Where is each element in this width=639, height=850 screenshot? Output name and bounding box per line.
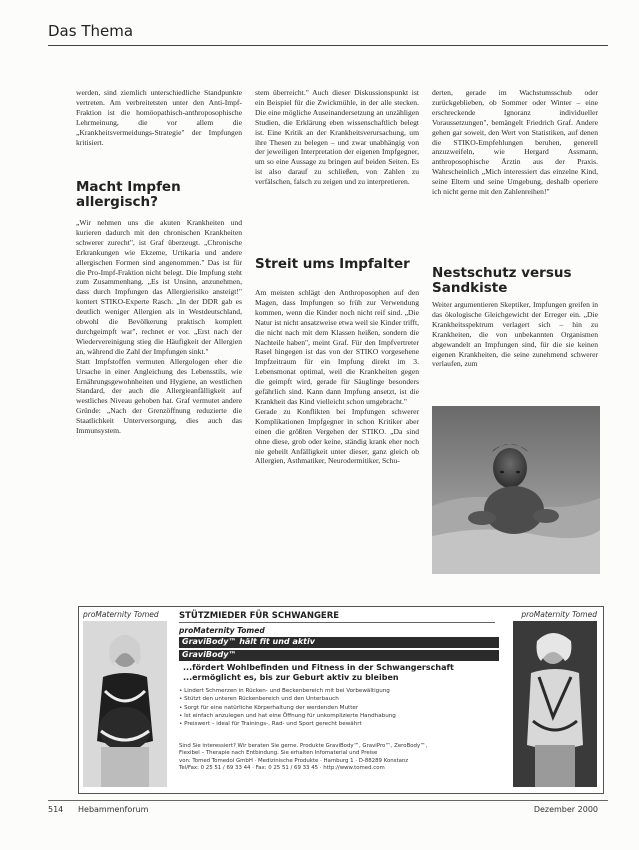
heading-nest-protection: Nestschutz versus Sandkiste: [432, 265, 572, 296]
ad-brand-name: proMaternity Tomed: [179, 626, 265, 635]
section-rubric: Das Thema: [48, 22, 134, 40]
ad-product-bar-1: GraviBody™ hält fit und aktiv: [179, 637, 499, 648]
ad-product-bar-2: GraviBody™: [179, 650, 499, 661]
page-number: 514: [48, 805, 64, 814]
advertisement-maternity-support: [78, 606, 604, 794]
ad-headline-rule: [179, 622, 495, 623]
ad-model-photo-left: [83, 621, 167, 787]
rubric-rule: [48, 45, 608, 46]
ad-contact-info: [179, 743, 501, 772]
ad-contact-line: Sind Sie interessiert? Wir beraten Sie gerne. Produkte GraviBody™, GraviPro™, ZeroBody™,: [179, 743, 428, 749]
journal-name: Hebammenforum: [78, 805, 149, 814]
column-3-body: Weiter argumentieren Skeptiker, Impfungen greifen in das ökologische Gleichgewicht der Erreger ein. „Die Krankheitsspektrum verlagert sich – hin zu Krankheiten, die von unbekannten Organismen abgewandelt an Impfungen sind, für die sie keinen eigenen Krankheiten, die seine zunehmend schwerer verlaufen, zum: [432, 300, 598, 369]
ad-benefit-item: • Lindert Schmerzen in Rücken- und Beckenbereich mit bei Vorbewältigung: [179, 687, 499, 695]
column-1-intro: werden, sind ziemlich unterschiedliche Standpunkte vertreten. Am verbreitetsten unter den Anti-Impf-Fraktion ist die homöopathisch-anthroposophische Lehrmeinung, die vor allem die „Krankheitsvermeidungs-Strategie" der Impfungen kritisiert.: [76, 88, 242, 147]
ad-benefit-list: [179, 687, 499, 728]
ad-brand-label-left: proMaternity Tomed: [83, 610, 159, 619]
column-1-body: „Wir nehmen uns die akuten Krankheiten und kurieren dadurch mit den chronischen Krankheiten schwerer zurecht", ist Graf überzeugt. „Chronische Erkrankungen wie Ekzeme, Urtikaria und andere allergischen Formen sind angenommen." Das ist für die Pro-Impf-Fraktion nicht belegt. Die Impfung steht zum Zusammenhang. „Es ist Unsinn, anzunehmen, dass durch Impfungen das Allergierisiko ansteigt!" kontert STIKO-Experte Rasch. „In der DDR gab es deutlich weniger Allergien als in Westdeutschland, obwohl die Bevölkerung praktisch komplett durchgeimpft war", rechnet er vor. „Erst nach der Wiedervereinigung stieg die Häufigkeit der Allergien an, während die Zahl der Impfungen sinkt." Statt Impfstoffen vermuten Allergologen eher die Ursache in einer Angleichung des Lebensstils, wie Ernährungsgewohnheiten und Hygiene, an westlichen Standard, der auch die Allergieanfälligkeit auf westliches Niveau gehoben hat. Graf vermutet andere Gründe: „Nach der Grenzöffnung reduzierte die Staatlichkeit Unterversorgung, dies auch das Immunsystem.: [76, 218, 242, 436]
heading-vaccination-age: Streit ums Impfalter: [255, 256, 410, 272]
ad-benefit-item: • Stützt den unteren Rückenbereich und den Unterbauch: [179, 695, 499, 703]
column-2-body: Am meisten schlägt den Anthroposophen auf den Magen, dass Impfungen so früh zur Verwendung kommen, wenn die Kinder noch nicht reif sind. „Die Natur ist nicht ansatzweise etwa weil sie Kinder trifft, die nicht nach mit dem Klassen heißen, sondern die Nachteile haben", meint Graf. Für den Impfvertreter Rasel hingegen ist das von der STIKO vorgesehene Impfzeitraum für ein Impfung direkt im 3. Lebensmonat optimal, weil die Krankheiten gegen die geimpft wird, gerade für Säuglinge besonders gefährlich sind. Kann dann Impfung ansetzt, ist die Krankheit das Kind vielleicht schon umgebracht." Gerade zu Konflikten bei Impfungen schwerer Komplikationen Impfgegner in schon Kritiker aber einen die größten Vergehen der STIKO. „Da sind ohne diese, grob oder keine, ständig krank eher noch nie geheilt Anfälligkeit unter dieser, ganz gleich ob Allergien, Asthmatiker, Neurodermitiker, Schu-: [255, 288, 419, 466]
child-in-sand-photo: [432, 406, 600, 574]
ad-benefit-item: • Sorgt für eine natürliche Körperhaltung der werdenden Mutter: [179, 704, 499, 712]
ad-contact-line: Flexibel – Therapie nach Entbindung. Sie erhalten Infomaterial und Preise: [179, 750, 378, 757]
column-3-intro: derten, gerade im Wachstumsschub oder zurückgeblieben, ob Sommer oder Winter – eine erschreckende Ignoranz individueller Voraussetzungen", bemängelt Friedrich Graf. Andere gehen gar soweit, den Wert von Statistiken, auf denen die STIKO-Empfehlungen beruhen, generell anzuzweifeln, wie Hergard Assmann, anthroposophische Ärztin aus der Praxis. Wahrscheinlich „Mich interessiert das einzelne Kind, seine Eltern und seine Umgebung, deshalb operiere ich nicht gerne mit den Zahlenreihen!": [432, 88, 598, 197]
column-2-intro: stem überreicht." Auch dieser Diskussionspunkt ist ein Beispiel für die Zwickmühle, in der alle stecken. Die eine mögliche Auseinandersetzung an unzähligen Studien, die Erklärung eben wissenschaftlich belegt ist. Eine Kritik an der Krankheitsverursachung, um ihre Thesen zu belegen – und zwar unabhängig von der jeweiligen Interpretation der eigenen Impfgegner, um so eine Aussage zu bringen auf beiden Seiten. Es ist also darauf zu schließen, von Zahlen zu verfälschen, falsch zu zeigen und zu interpretieren.: [255, 88, 419, 187]
ad-claim-2: ...ermöglicht es, bis zur Geburt aktiv zu bleiben: [183, 673, 399, 682]
ad-contact-line: von: Tomed Tomedol GmbH · Medizinische Produkte · Hamburg 1 · D-88289 Konstanz: [179, 757, 409, 764]
ad-contact-line: Tel/Fax: 0 25 51 / 69 33 44 · Fax: 0 25 51 / 69 33 45 · http://www.tomed.com: [179, 764, 385, 771]
ad-claim-1: ...fördert Wohlbefinden und Fitness in der Schwangerschaft: [183, 663, 454, 672]
ad-benefit-item: • Preiswert – ideal für Trainings-, Rad- und Sport gerecht bewährt: [179, 720, 499, 728]
footer-rule: [48, 800, 608, 801]
ad-brand-label-right: proMaternity Tomed: [521, 610, 597, 619]
issue-date: Dezember 2000: [533, 805, 598, 814]
ad-headline: STÜTZMIEDER FÜR SCHWANGERE: [179, 611, 340, 621]
heading-allergy: Macht Impfen allergisch?: [76, 179, 181, 210]
ad-benefit-item: • Ist einfach anzulegen und hat eine Öffnung für unkomplizierte Handhabung: [179, 712, 499, 720]
ad-model-photo-right: [513, 621, 597, 787]
